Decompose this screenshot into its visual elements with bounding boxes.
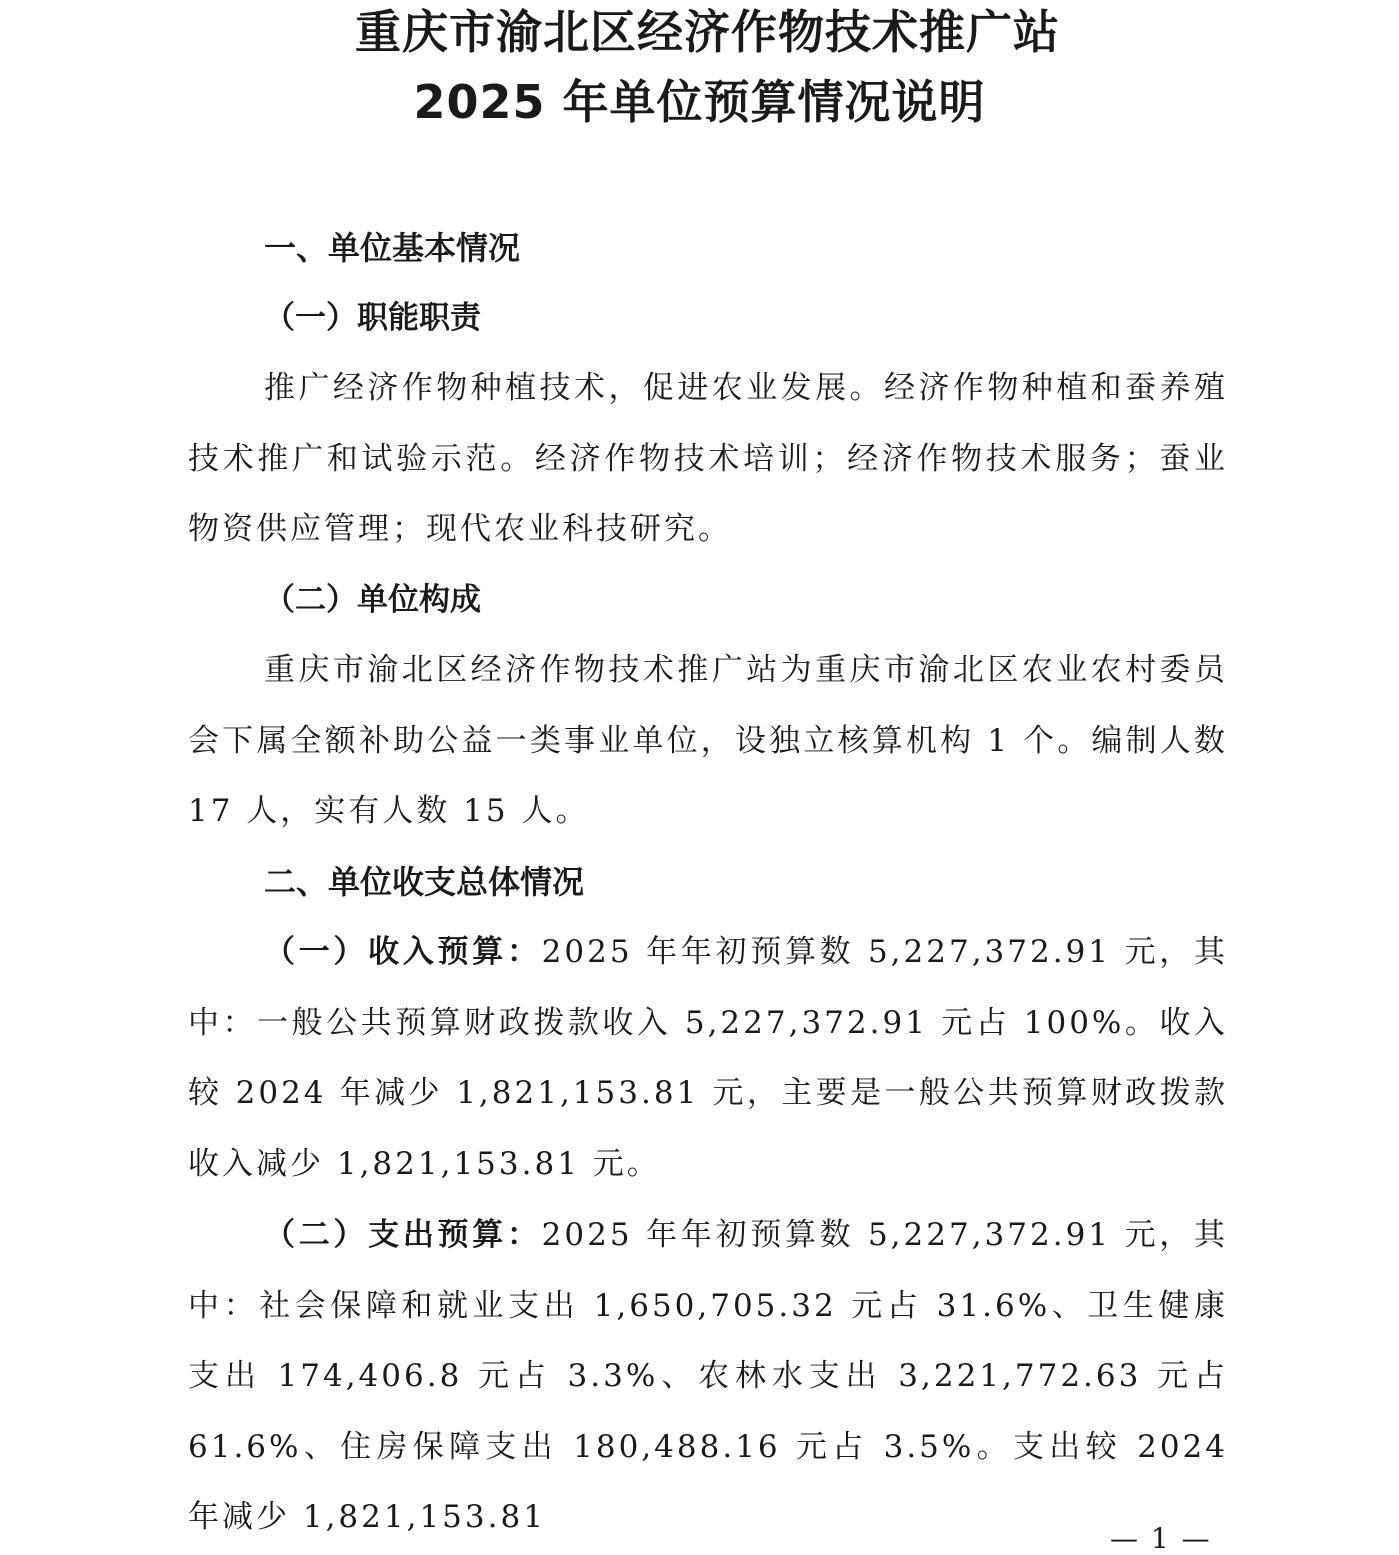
duties-paragraph: 推广经济作物种植技术，促进农业发展。经济作物种植和蚕养殖技术推广和试验示范。经济作物技术培训；经济作物技术服务；蚕业物资供应管理；现代农业科技研究。 bbox=[188, 370, 1228, 547]
composition-paragraph: 重庆市渝北区经济作物技术推广站为重庆市渝北区农业农村委员会下属全额补助公益一类事业单位，设独立核算机构 1 个。编制人数 17 人，实有人数 15 人。 bbox=[188, 652, 1228, 829]
expenditure-text: 2025 年年初预算数 5,227,372.91 元，其中：社会保障和就业支出 1,650,705.32 元占 31.6%、卫生健康支出 174,406.8 元占 3.3%、农林水支出 3,221,772.63 元占 61.6%、住房保障支出 180,488.16 元占 3.5%。支出较 2024 年减少 1,821,153.81 bbox=[188, 1217, 1228, 1535]
document-title-line1: 重庆市渝北区经济作物技术推广站 bbox=[355, 5, 1060, 59]
income-text: 2025 年年初预算数 5,227,372.91 元，其中：一般公共预算财政拨款收入 5,227,372.91 元占 100%。收入较 2024 年减少 1,821,153.81 元，主要是一般公共预算财政拨款收入减少 1,821,153.81 元。 bbox=[188, 934, 1228, 1182]
expenditure-paragraph bbox=[188, 1200, 1228, 1553]
section1-heading: 一、单位基本情况 bbox=[264, 229, 521, 267]
section2-heading: 二、单位收支总体情况 bbox=[264, 863, 585, 901]
page-number: — 1 — bbox=[1110, 1522, 1212, 1555]
section1-sub1-heading: （一）职能职责 bbox=[264, 300, 481, 336]
income-lead: （一）收入预算： bbox=[264, 934, 542, 970]
expenditure-lead: （二）支出预算： bbox=[264, 1217, 542, 1253]
income-paragraph bbox=[188, 917, 1228, 1199]
document-title-line2: 2025 年单位预算情况说明 bbox=[413, 75, 986, 129]
section1-sub2-heading: （二）单位构成 bbox=[264, 582, 481, 618]
